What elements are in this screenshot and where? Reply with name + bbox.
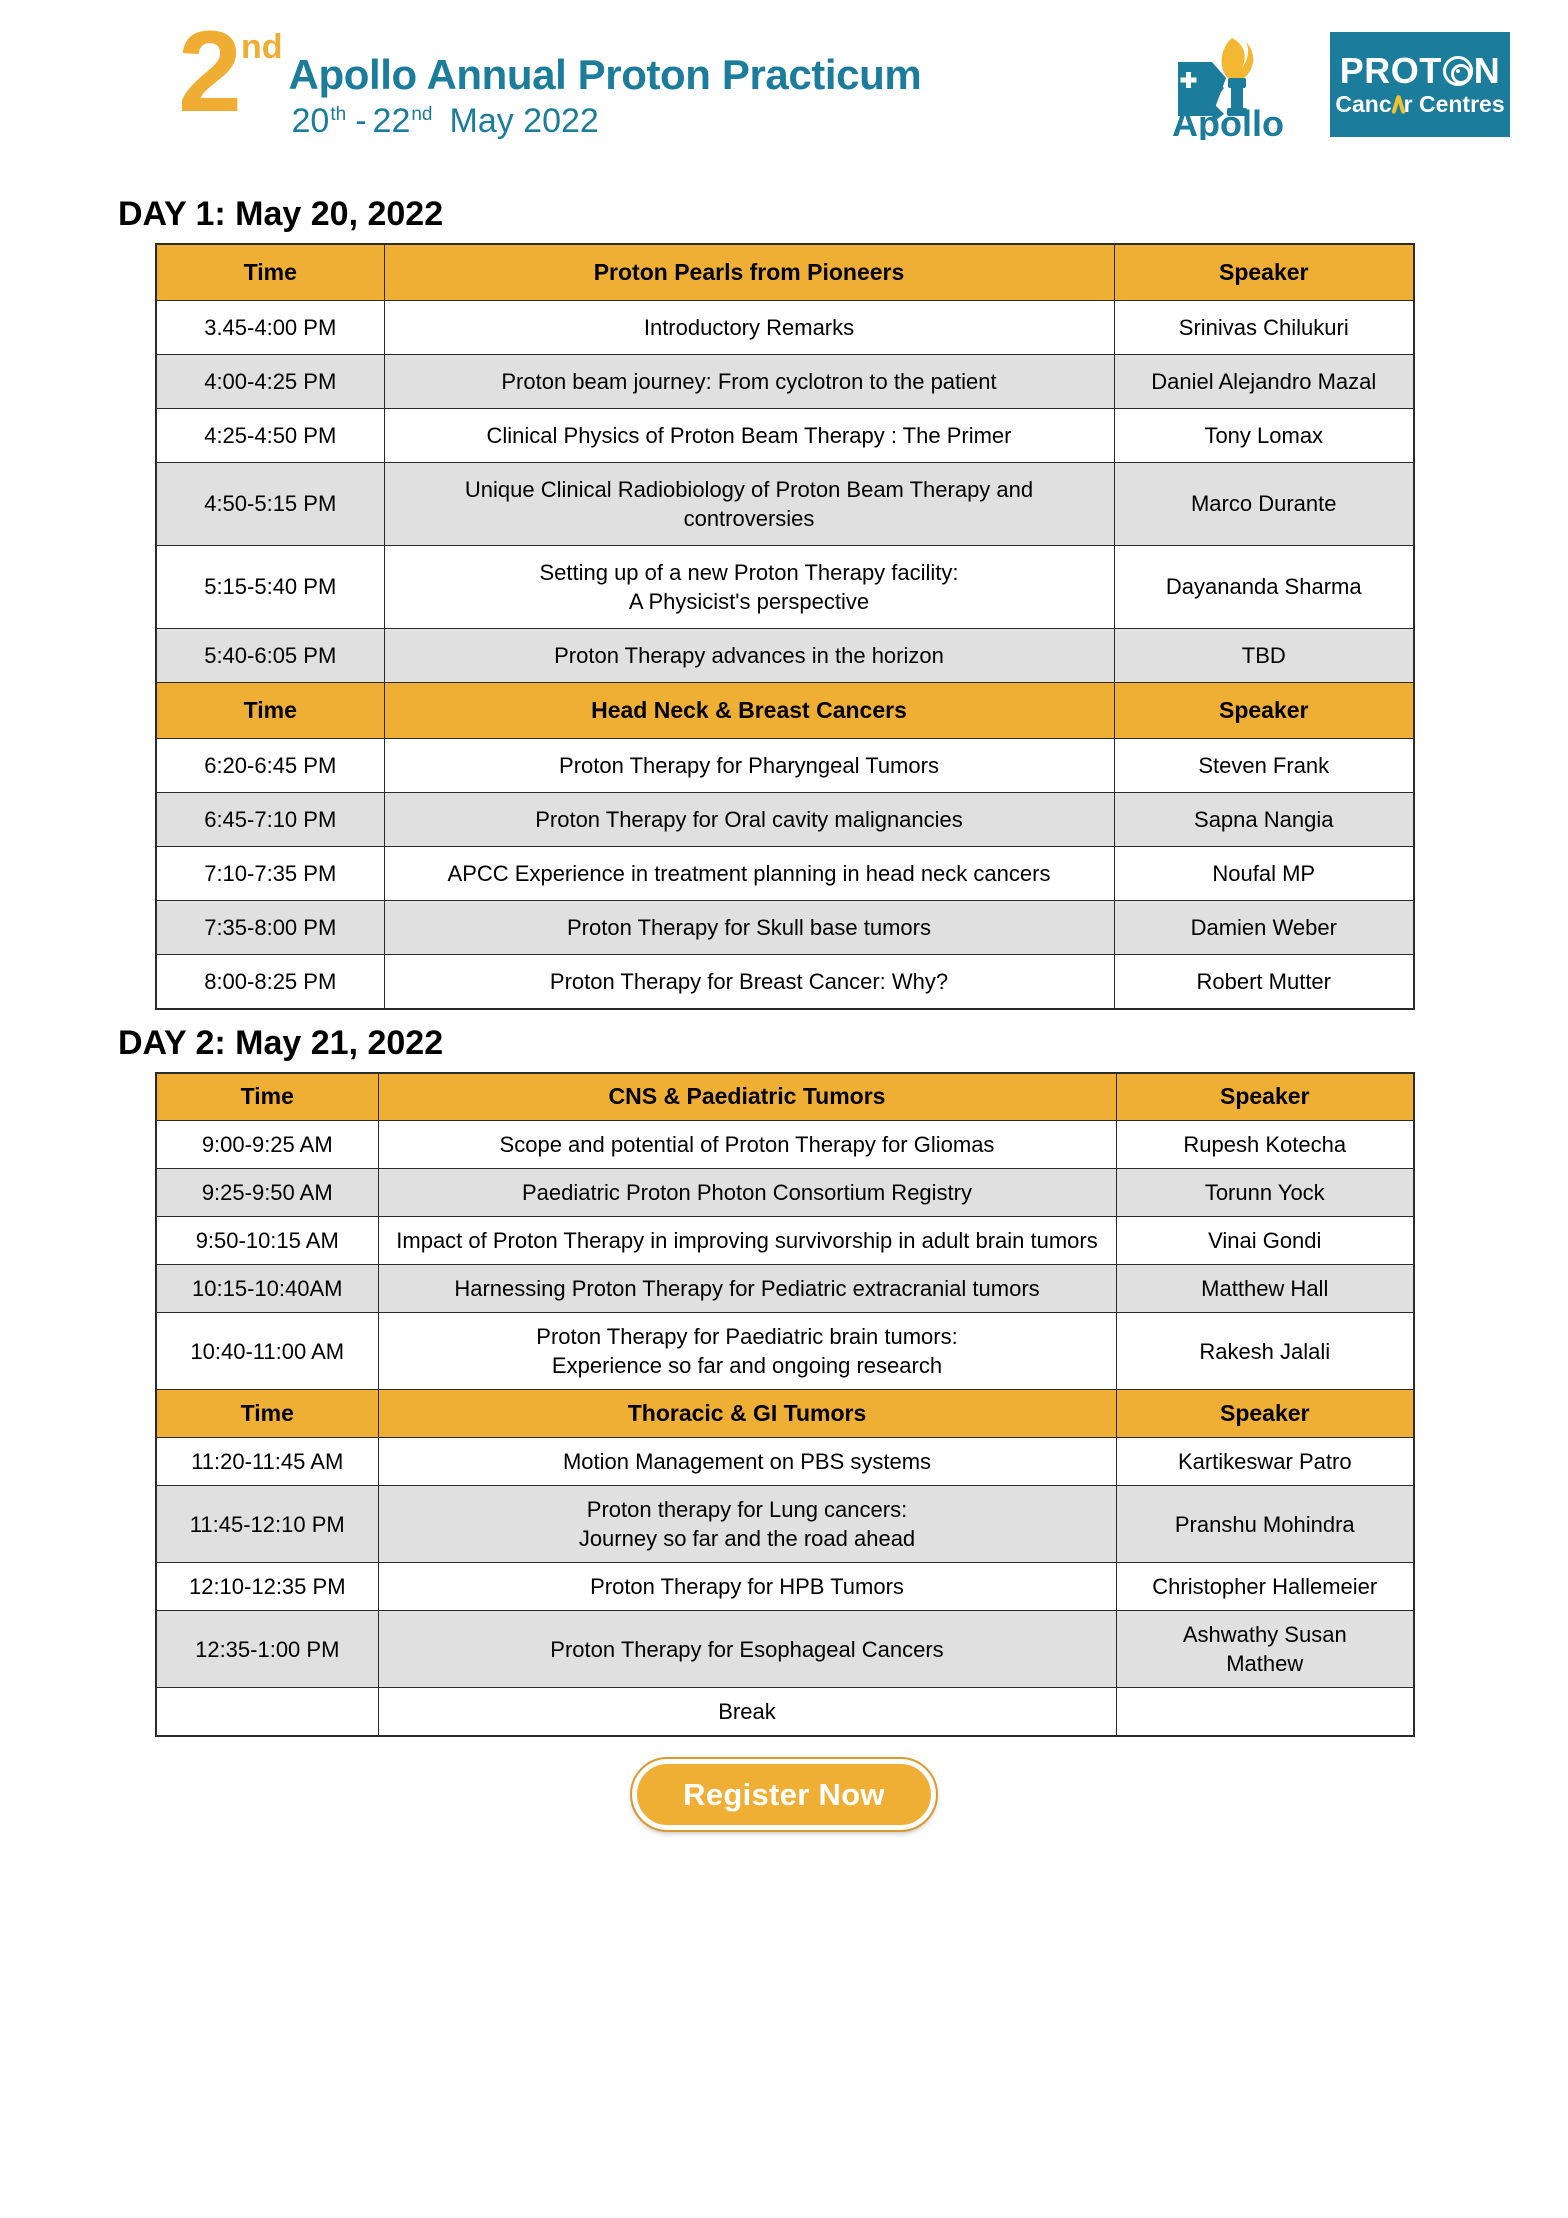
table-row	[156, 462, 1414, 545]
cell-time: 10:15-10:40AM	[156, 1265, 378, 1313]
table-row	[156, 545, 1414, 628]
table-row	[156, 738, 1414, 792]
cell-speaker: Christopher Hallemeier	[1116, 1563, 1414, 1611]
cell-topic: Proton Therapy for Breast Cancer: Why?	[384, 954, 1114, 1009]
cell-topic: Unique Clinical Radiobiology of Proton Beam Therapy and controversies	[384, 462, 1114, 545]
cell-topic: Proton Therapy for Pharyngeal Tumors	[384, 738, 1114, 792]
date-separator: -	[355, 102, 367, 140]
table-row	[156, 1688, 1414, 1737]
cell-time: 11:45-12:10 PM	[156, 1486, 378, 1563]
cell-speaker: Marco Durante	[1114, 462, 1414, 545]
cell-speaker: Noufal MP	[1114, 846, 1414, 900]
cell-speaker	[1116, 1688, 1414, 1737]
cell-topic: Setting up of a new Proton Therapy facility: A Physicist's perspective	[384, 545, 1114, 628]
table-row	[156, 792, 1414, 846]
register-section	[0, 1759, 1568, 1830]
cell-time: 6:45-7:10 PM	[156, 792, 384, 846]
cell-speaker: Damien Weber	[1114, 900, 1414, 954]
cell-time: 10:40-11:00 AM	[156, 1313, 378, 1390]
cell-time: 12:35-1:00 PM	[156, 1611, 378, 1688]
day2-heading: DAY 2: May 21, 2022	[118, 1023, 444, 1062]
cell-topic: Proton Therapy for Skull base tumors	[384, 900, 1114, 954]
event-title-block	[178, 8, 922, 140]
title-text-column	[289, 52, 922, 140]
table-row	[156, 1265, 1414, 1313]
cell-topic: Introductory Remarks	[384, 300, 1114, 354]
cell-time: 11:20-11:45 AM	[156, 1438, 378, 1486]
cell-speaker: Sapna Nangia	[1114, 792, 1414, 846]
cell-speaker: Dayananda Sharma	[1114, 545, 1414, 628]
cell-speaker: Steven Frank	[1114, 738, 1414, 792]
table-row	[156, 408, 1414, 462]
cell-time: 5:15-5:40 PM	[156, 545, 384, 628]
section-header-row	[156, 1073, 1414, 1121]
cell-time: 4:00-4:25 PM	[156, 354, 384, 408]
page-title: Apollo Annual Proton Practicum	[288, 51, 922, 98]
event-date	[292, 102, 922, 140]
cell-topic: Harnessing Proton Therapy for Pediatric extracranial tumors	[378, 1265, 1116, 1313]
cell-speaker: Torunn Yock	[1116, 1169, 1414, 1217]
cell-speaker: Rakesh Jalali	[1116, 1313, 1414, 1390]
cell-speaker: Kartikeswar Patro	[1116, 1438, 1414, 1486]
table-row	[156, 1611, 1414, 1688]
column-header-time: Time	[156, 682, 384, 738]
cell-speaker: Rupesh Kotecha	[1116, 1121, 1414, 1169]
cell-topic: Paediatric Proton Photon Consortium Registry	[378, 1169, 1116, 1217]
table-row	[156, 1121, 1414, 1169]
awareness-ribbon-icon	[1392, 95, 1404, 115]
cell-speaker: Vinai Gondi	[1116, 1217, 1414, 1265]
cell-time: 4:25-4:50 PM	[156, 408, 384, 462]
table-row	[156, 1169, 1414, 1217]
cell-topic: Proton Therapy for Esophageal Cancers	[378, 1611, 1116, 1688]
day1-heading: DAY 1: May 20, 2022	[118, 195, 444, 233]
date-day-to-ordinal: nd	[411, 104, 433, 125]
date-day-from-ordinal: th	[330, 104, 347, 125]
cancer-text-after: r Centres	[1403, 90, 1505, 117]
column-header-speaker: Speaker	[1116, 1390, 1414, 1438]
svg-text:Apollo: Apollo	[1172, 103, 1284, 140]
page-header	[0, 0, 1568, 185]
table-row	[156, 1313, 1414, 1390]
cell-time: 4:50-5:15 PM	[156, 462, 384, 545]
cancer-centres-wordmark	[1335, 91, 1504, 117]
cell-topic: Proton therapy for Lung cancers: Journey so far and the road ahead	[378, 1486, 1116, 1563]
cell-topic: Proton Therapy for HPB Tumors	[378, 1563, 1116, 1611]
cell-time: 12:10-12:35 PM	[156, 1563, 378, 1611]
section-header-row	[156, 682, 1414, 738]
table-row	[156, 846, 1414, 900]
cell-time: 5:40-6:05 PM	[156, 628, 384, 682]
cell-topic: Impact of Proton Therapy in improving survivorship in adult brain tumors	[378, 1217, 1116, 1265]
day2-schedule-table	[155, 1072, 1415, 1738]
cell-time: 9:00-9:25 AM	[156, 1121, 378, 1169]
cell-topic: Motion Management on PBS systems	[378, 1438, 1116, 1486]
edition-number: 2	[178, 8, 239, 136]
cell-topic: Proton Therapy for Paediatric brain tumors: Experience so far and ongoing research	[378, 1313, 1116, 1390]
proton-wordmark	[1339, 49, 1501, 91]
date-day-to: 22	[372, 102, 411, 140]
cell-time: 7:10-7:35 PM	[156, 846, 384, 900]
apollo-logo-icon	[1160, 30, 1310, 140]
column-header-time: Time	[156, 244, 384, 300]
cell-speaker: TBD	[1114, 628, 1414, 682]
table-row	[156, 300, 1414, 354]
table-row	[156, 900, 1414, 954]
cell-speaker: Ashwathy Susan Mathew	[1116, 1611, 1414, 1688]
column-header-topic: Proton Pearls from Pioneers	[384, 244, 1114, 300]
cell-topic: Break	[378, 1688, 1116, 1737]
cell-time: 3.45-4:00 PM	[156, 300, 384, 354]
column-header-topic: Thoracic & GI Tumors	[378, 1390, 1116, 1438]
proton-text-after: N	[1473, 49, 1501, 91]
cell-time: 6:20-6:45 PM	[156, 738, 384, 792]
apollo-logo	[1160, 30, 1310, 140]
day1-schedule-table	[155, 243, 1415, 1010]
table-row	[156, 354, 1414, 408]
date-day-from: 20	[291, 102, 330, 140]
cell-time: 9:25-9:50 AM	[156, 1169, 378, 1217]
section-header-row	[156, 244, 1414, 300]
cell-speaker: Robert Mutter	[1114, 954, 1414, 1009]
cell-speaker: Daniel Alejandro Mazal	[1114, 354, 1414, 408]
cell-topic: Proton Therapy for Oral cavity malignancies	[384, 792, 1114, 846]
cell-time	[156, 1688, 378, 1737]
date-month-year: May 2022	[449, 102, 599, 140]
cell-topic: APCC Experience in treatment planning in head neck cancers	[384, 846, 1114, 900]
column-header-speaker: Speaker	[1116, 1073, 1414, 1121]
cell-time: 8:00-8:25 PM	[156, 954, 384, 1009]
cancer-text-before: Canc	[1335, 90, 1392, 117]
cell-speaker: Tony Lomax	[1114, 408, 1414, 462]
cell-speaker: Pranshu Mohindra	[1116, 1486, 1414, 1563]
cell-speaker: Matthew Hall	[1116, 1265, 1414, 1313]
column-header-time: Time	[156, 1390, 378, 1438]
column-header-topic: CNS & Paediatric Tumors	[378, 1073, 1116, 1121]
column-header-topic: Head Neck & Breast Cancers	[384, 682, 1114, 738]
cell-topic: Proton beam journey: From cyclotron to the patient	[384, 354, 1114, 408]
proton-text-before: PROT	[1339, 49, 1442, 91]
proton-cancer-centres-logo	[1330, 32, 1510, 137]
table-row	[156, 1217, 1414, 1265]
table-row	[156, 1438, 1414, 1486]
bullseye-target-icon	[1443, 56, 1473, 86]
table-row	[156, 1486, 1414, 1563]
cell-time: 7:35-8:00 PM	[156, 900, 384, 954]
register-now-button[interactable]: Register Now	[632, 1759, 936, 1830]
table-row	[156, 1563, 1414, 1611]
section-header-row	[156, 1390, 1414, 1438]
cell-topic: Scope and potential of Proton Therapy for Gliomas	[378, 1121, 1116, 1169]
cell-topic: Proton Therapy advances in the horizon	[384, 628, 1114, 682]
cell-topic: Clinical Physics of Proton Beam Therapy : The Primer	[384, 408, 1114, 462]
table-row	[156, 954, 1414, 1009]
table-row	[156, 628, 1414, 682]
cell-speaker: Srinivas Chilukuri	[1114, 300, 1414, 354]
cell-time: 9:50-10:15 AM	[156, 1217, 378, 1265]
column-header-speaker: Speaker	[1114, 244, 1414, 300]
column-header-speaker: Speaker	[1114, 682, 1414, 738]
edition-number-block	[178, 8, 283, 136]
edition-ordinal: nd	[240, 28, 283, 66]
column-header-time: Time	[156, 1073, 378, 1121]
